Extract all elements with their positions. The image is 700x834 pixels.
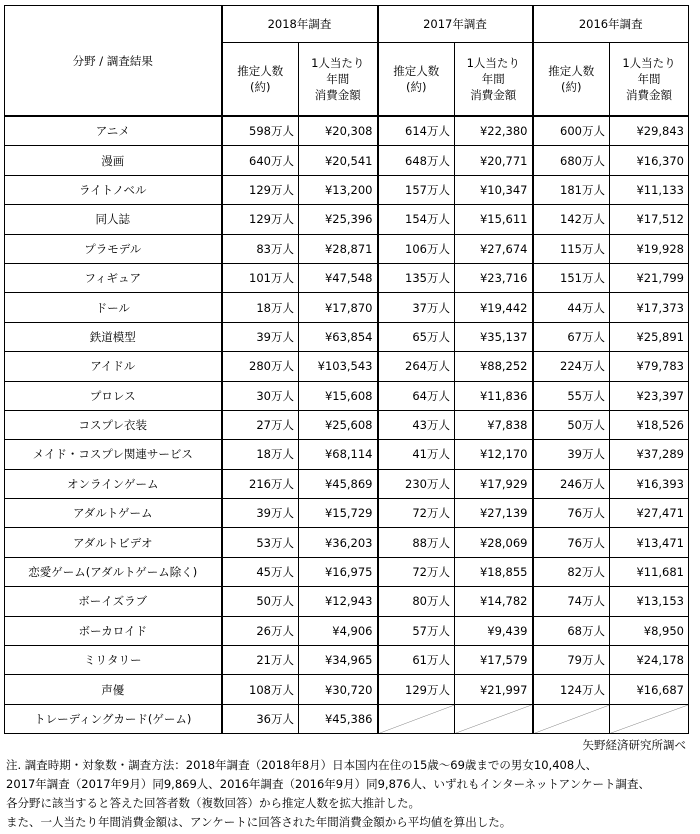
users-value: 65万人 bbox=[378, 322, 455, 351]
spend-value: ¥24,178 bbox=[610, 646, 689, 675]
users-value: 79万人 bbox=[533, 646, 610, 675]
users-value: 129万人 bbox=[378, 675, 455, 704]
spend-value: ¥45,386 bbox=[299, 704, 378, 733]
users-value: 124万人 bbox=[533, 675, 610, 704]
spend-value: ¥25,396 bbox=[299, 205, 378, 234]
spend-value: ¥17,870 bbox=[299, 293, 378, 322]
spend-value: ¥88,252 bbox=[455, 352, 533, 381]
spend-value: ¥25,891 bbox=[610, 322, 689, 351]
table-row bbox=[5, 352, 689, 381]
users-value: 181万人 bbox=[533, 175, 610, 204]
users-value: 18万人 bbox=[222, 293, 299, 322]
users-value: 37万人 bbox=[378, 293, 455, 322]
category-name: トレーディングカード(ゲーム) bbox=[5, 704, 222, 733]
table-row bbox=[5, 410, 689, 439]
spend-value: ¥8,950 bbox=[610, 616, 689, 645]
users-value: 264万人 bbox=[378, 352, 455, 381]
spend-value: ¥11,836 bbox=[455, 381, 533, 410]
col-header-users-line: 推定人数 bbox=[548, 64, 595, 78]
table-row bbox=[5, 322, 689, 351]
users-value: 68万人 bbox=[533, 616, 610, 645]
spend-value: ¥35,137 bbox=[455, 322, 533, 351]
spend-value: ¥45,869 bbox=[299, 469, 378, 498]
users-value: 216万人 bbox=[222, 469, 299, 498]
col-header-spend-line: 年間 bbox=[481, 72, 505, 86]
col-header-users-line: 推定人数 bbox=[393, 64, 440, 78]
col-header-spend bbox=[299, 43, 378, 117]
spend-value: ¥15,608 bbox=[299, 381, 378, 410]
users-value: 246万人 bbox=[533, 469, 610, 498]
category-name: プロレス bbox=[5, 381, 222, 410]
col-header-spend-line: 1人当たり bbox=[622, 56, 676, 70]
col-header-spend-line: 消費金額 bbox=[314, 88, 361, 102]
spend-value: ¥17,373 bbox=[610, 293, 689, 322]
spend-value: ¥11,133 bbox=[610, 175, 689, 204]
users-value: 41万人 bbox=[378, 440, 455, 469]
spend-value: ¥16,370 bbox=[610, 146, 689, 175]
spend-value: ¥17,579 bbox=[455, 646, 533, 675]
spend-value: ¥17,512 bbox=[610, 205, 689, 234]
spend-value: ¥15,729 bbox=[299, 499, 378, 528]
users-value: 76万人 bbox=[533, 528, 610, 557]
col-header-spend-line: 年間 bbox=[326, 72, 350, 86]
users-value: 61万人 bbox=[378, 646, 455, 675]
category-name: アイドル bbox=[5, 352, 222, 381]
users-value: 39万人 bbox=[222, 322, 299, 351]
users-value: 55万人 bbox=[533, 381, 610, 410]
users-value: 101万人 bbox=[222, 263, 299, 292]
category-name: オンラインゲーム bbox=[5, 469, 222, 498]
users-value: 39万人 bbox=[533, 440, 610, 469]
users-value: 30万人 bbox=[222, 381, 299, 410]
spend-value: ¥103,543 bbox=[299, 352, 378, 381]
footnote-line: また、一人当たり年間消費金額は、アンケートに回答された年間消費金額から平均値を算出した。 bbox=[6, 815, 512, 829]
users-value: 106万人 bbox=[378, 234, 455, 263]
spend-value: ¥15,611 bbox=[455, 205, 533, 234]
col-header-users-line: (約) bbox=[250, 80, 271, 94]
users-value: 83万人 bbox=[222, 234, 299, 263]
users-value: 600万人 bbox=[533, 116, 610, 146]
spend-value: ¥21,799 bbox=[610, 263, 689, 292]
category-name: アダルトゲーム bbox=[5, 499, 222, 528]
spend-value: ¥13,153 bbox=[610, 587, 689, 616]
users-value: 67万人 bbox=[533, 322, 610, 351]
year-header-2018: 2018年調査 bbox=[222, 6, 378, 43]
category-name: フィギュア bbox=[5, 263, 222, 292]
col-header-users bbox=[378, 43, 455, 117]
table-row bbox=[5, 675, 689, 704]
users-value: 64万人 bbox=[378, 381, 455, 410]
users-value: 57万人 bbox=[378, 616, 455, 645]
users-value: 45万人 bbox=[222, 557, 299, 586]
spend-value: ¥18,855 bbox=[455, 557, 533, 586]
spend-value: ¥79,783 bbox=[610, 352, 689, 381]
table-row bbox=[5, 528, 689, 557]
no-data-cell bbox=[455, 704, 533, 733]
table-row bbox=[5, 234, 689, 263]
table-row bbox=[5, 440, 689, 469]
users-value: 129万人 bbox=[222, 175, 299, 204]
users-value: 44万人 bbox=[533, 293, 610, 322]
spend-value: ¥11,681 bbox=[610, 557, 689, 586]
spend-value: ¥23,397 bbox=[610, 381, 689, 410]
users-value: 26万人 bbox=[222, 616, 299, 645]
spend-value: ¥12,170 bbox=[455, 440, 533, 469]
table-row bbox=[5, 205, 689, 234]
table-row bbox=[5, 704, 689, 733]
table-row bbox=[5, 616, 689, 645]
users-value: 39万人 bbox=[222, 499, 299, 528]
spend-value: ¥10,347 bbox=[455, 175, 533, 204]
category-name: ミリタリー bbox=[5, 646, 222, 675]
category-name: プラモデル bbox=[5, 234, 222, 263]
users-value: 154万人 bbox=[378, 205, 455, 234]
col-header-spend-line: 1人当たり bbox=[311, 56, 365, 70]
users-value: 72万人 bbox=[378, 499, 455, 528]
users-value: 680万人 bbox=[533, 146, 610, 175]
year-header-2017: 2017年調査 bbox=[378, 6, 533, 43]
spend-value: ¥27,139 bbox=[455, 499, 533, 528]
spend-value: ¥63,854 bbox=[299, 322, 378, 351]
col-header-spend-line: 1人当たり bbox=[466, 56, 520, 70]
users-value: 224万人 bbox=[533, 352, 610, 381]
spend-value: ¥12,943 bbox=[299, 587, 378, 616]
table-row bbox=[5, 146, 689, 175]
corner-header: 分野 / 調査結果 bbox=[5, 6, 222, 117]
spend-value: ¥17,929 bbox=[455, 469, 533, 498]
spend-value: ¥4,906 bbox=[299, 616, 378, 645]
spend-value: ¥23,716 bbox=[455, 263, 533, 292]
users-value: 115万人 bbox=[533, 234, 610, 263]
users-value: 27万人 bbox=[222, 410, 299, 439]
spend-value: ¥20,541 bbox=[299, 146, 378, 175]
category-name: アダルトビデオ bbox=[5, 528, 222, 557]
users-value: 80万人 bbox=[378, 587, 455, 616]
users-value: 135万人 bbox=[378, 263, 455, 292]
users-value: 74万人 bbox=[533, 587, 610, 616]
users-value: 82万人 bbox=[533, 557, 610, 586]
category-name: 鉄道模型 bbox=[5, 322, 222, 351]
spend-value: ¥37,289 bbox=[610, 440, 689, 469]
col-header-spend-line: 消費金額 bbox=[626, 88, 672, 102]
spend-value: ¥25,608 bbox=[299, 410, 378, 439]
spend-value: ¥27,471 bbox=[610, 499, 689, 528]
year-header-2016: 2016年調査 bbox=[533, 6, 689, 43]
category-name: アニメ bbox=[5, 116, 222, 146]
footnote-line: 注. 調査時期・対象数・調査方法：2018年調査（2018年8月）日本国内在住の15歳～69歳までの男女10,408人、 bbox=[6, 758, 598, 772]
users-value: 36万人 bbox=[222, 704, 299, 733]
col-header-spend bbox=[610, 43, 689, 117]
users-value: 88万人 bbox=[378, 528, 455, 557]
otaku-market-table bbox=[4, 5, 689, 734]
table-row bbox=[5, 116, 689, 146]
users-value: 21万人 bbox=[222, 646, 299, 675]
col-header-spend-line: 年間 bbox=[637, 72, 661, 86]
users-value: 50万人 bbox=[533, 410, 610, 439]
table-row bbox=[5, 587, 689, 616]
col-header-users bbox=[533, 43, 610, 117]
spend-value: ¥28,871 bbox=[299, 234, 378, 263]
users-value: 648万人 bbox=[378, 146, 455, 175]
col-header-spend bbox=[455, 43, 533, 117]
category-name: メイド・コスプレ関連サービス bbox=[5, 440, 222, 469]
spend-value: ¥16,393 bbox=[610, 469, 689, 498]
category-name: 漫画 bbox=[5, 146, 222, 175]
category-name: ボーイズラブ bbox=[5, 587, 222, 616]
category-name: 恋愛ゲーム(アダルトゲーム除く) bbox=[5, 557, 222, 586]
table-row bbox=[5, 646, 689, 675]
users-value: 598万人 bbox=[222, 116, 299, 146]
spend-value: ¥47,548 bbox=[299, 263, 378, 292]
col-header-spend-line: 消費金額 bbox=[470, 88, 517, 102]
spend-value: ¥20,771 bbox=[455, 146, 533, 175]
source-credit: 矢野経済研究所調べ bbox=[582, 738, 686, 752]
no-data-cell bbox=[378, 704, 455, 733]
category-name: 声優 bbox=[5, 675, 222, 704]
spend-value: ¥14,782 bbox=[455, 587, 533, 616]
users-value: 108万人 bbox=[222, 675, 299, 704]
table-row bbox=[5, 293, 689, 322]
users-value: 53万人 bbox=[222, 528, 299, 557]
spend-value: ¥19,442 bbox=[455, 293, 533, 322]
footnote-line: 各分野に該当すると答えた回答者数（複数回答）から推定人数を拡大推計した。 bbox=[6, 796, 420, 810]
spend-value: ¥36,203 bbox=[299, 528, 378, 557]
table-row bbox=[5, 499, 689, 528]
users-value: 18万人 bbox=[222, 440, 299, 469]
col-header-users-line: (約) bbox=[406, 80, 427, 94]
table-row bbox=[5, 175, 689, 204]
spend-value: ¥18,526 bbox=[610, 410, 689, 439]
users-value: 50万人 bbox=[222, 587, 299, 616]
spend-value: ¥28,069 bbox=[455, 528, 533, 557]
spend-value: ¥13,200 bbox=[299, 175, 378, 204]
spend-value: ¥30,720 bbox=[299, 675, 378, 704]
category-name: コスプレ衣装 bbox=[5, 410, 222, 439]
table-row bbox=[5, 381, 689, 410]
spend-value: ¥19,928 bbox=[610, 234, 689, 263]
users-value: 43万人 bbox=[378, 410, 455, 439]
no-data-cell bbox=[533, 704, 610, 733]
category-name: ドール bbox=[5, 293, 222, 322]
users-value: 142万人 bbox=[533, 205, 610, 234]
spend-value: ¥27,674 bbox=[455, 234, 533, 263]
users-value: 151万人 bbox=[533, 263, 610, 292]
spend-value: ¥68,114 bbox=[299, 440, 378, 469]
spend-value: ¥34,965 bbox=[299, 646, 378, 675]
spend-value: ¥7,838 bbox=[455, 410, 533, 439]
users-value: 72万人 bbox=[378, 557, 455, 586]
footnote-line: 2017年調査（2017年9月）同9,869人、2016年調査（2016年9月）同9,876人、いずれもインターネットアンケート調査、 bbox=[6, 777, 650, 791]
spend-value: ¥9,439 bbox=[455, 616, 533, 645]
users-value: 280万人 bbox=[222, 352, 299, 381]
table-row bbox=[5, 263, 689, 292]
no-data-cell bbox=[610, 704, 689, 733]
spend-value: ¥16,687 bbox=[610, 675, 689, 704]
col-header-users-line: 推定人数 bbox=[237, 64, 284, 78]
category-name: 同人誌 bbox=[5, 205, 222, 234]
table-row bbox=[5, 469, 689, 498]
users-value: 230万人 bbox=[378, 469, 455, 498]
users-value: 157万人 bbox=[378, 175, 455, 204]
category-name: ライトノベル bbox=[5, 175, 222, 204]
category-name: ボーカロイド bbox=[5, 616, 222, 645]
spend-value: ¥29,843 bbox=[610, 116, 689, 146]
col-header-users-line: (約) bbox=[561, 80, 582, 94]
col-header-users bbox=[222, 43, 299, 117]
users-value: 76万人 bbox=[533, 499, 610, 528]
spend-value: ¥22,380 bbox=[455, 116, 533, 146]
users-value: 129万人 bbox=[222, 205, 299, 234]
users-value: 614万人 bbox=[378, 116, 455, 146]
spend-value: ¥20,308 bbox=[299, 116, 378, 146]
users-value: 640万人 bbox=[222, 146, 299, 175]
spend-value: ¥13,471 bbox=[610, 528, 689, 557]
table-row bbox=[5, 557, 689, 586]
spend-value: ¥16,975 bbox=[299, 557, 378, 586]
spend-value: ¥21,997 bbox=[455, 675, 533, 704]
